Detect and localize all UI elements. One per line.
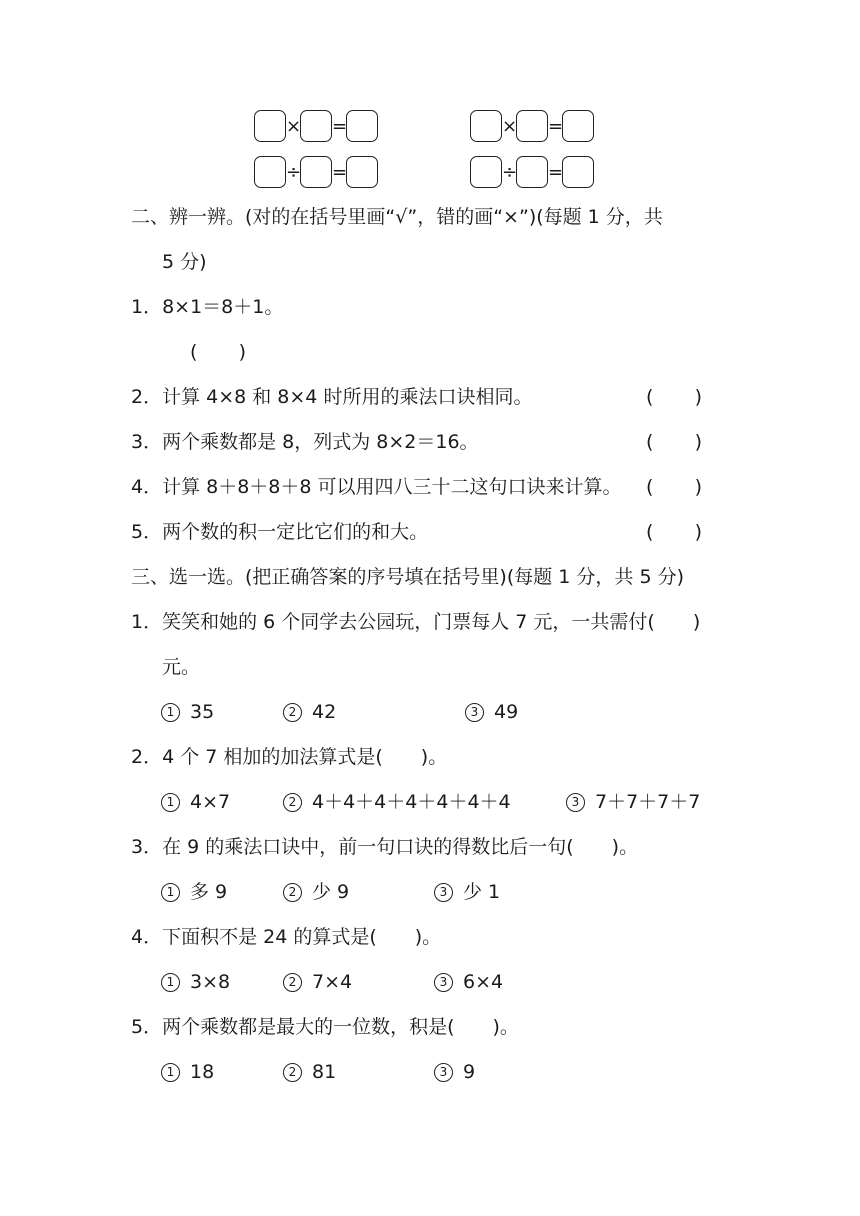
circled-number-3-icon: 3 xyxy=(566,793,585,812)
choice-question-5: 5．两个乘数都是最大的一位数，积是( )。 xyxy=(131,1016,519,1038)
option-1[interactable]: 1 35 xyxy=(161,703,214,722)
answer-box[interactable] xyxy=(516,110,548,142)
option-1[interactable]: 1 多 9 xyxy=(161,883,227,902)
section3-title: 三、选一选。(把正确答案的序号填在括号里)(每题 1 分，共 5 分) xyxy=(131,566,684,588)
option-1[interactable]: 1 3×8 xyxy=(161,973,230,992)
equation-row2-left xyxy=(254,154,378,190)
option-3[interactable]: 3 少 1 xyxy=(434,883,500,902)
circled-number-3-icon: 3 xyxy=(434,973,453,992)
option-2[interactable]: 2 42 xyxy=(283,703,336,722)
answer-parens[interactable]: ( ) xyxy=(646,386,702,408)
answer-box[interactable] xyxy=(300,156,332,188)
circled-number-2-icon: 2 xyxy=(283,1063,302,1082)
option-3[interactable]: 3 6×4 xyxy=(434,973,503,992)
times-sign: × xyxy=(502,115,518,137)
circled-number-2-icon: 2 xyxy=(283,793,302,812)
answer-parens[interactable]: ( ) xyxy=(190,341,246,363)
judge-item-3: 3．两个乘数都是 8，列式为 8×2＝16。 xyxy=(131,431,479,453)
circled-number-1-icon: 1 xyxy=(161,1063,180,1082)
section2-title: 二、辨一辨。(对的在括号里画“√”，错的画“×”)(每题 1 分，共 xyxy=(131,206,663,228)
circled-number-1-icon: 1 xyxy=(161,883,180,902)
answer-box[interactable] xyxy=(562,156,594,188)
answer-box[interactable] xyxy=(470,110,502,142)
equals-sign: = xyxy=(332,161,348,183)
circled-number-1-icon: 1 xyxy=(161,793,180,812)
equals-sign: = xyxy=(548,161,564,183)
circled-number-1-icon: 1 xyxy=(161,703,180,722)
answer-parens[interactable]: ( ) xyxy=(646,521,702,543)
answer-parens[interactable]: ( ) xyxy=(646,431,702,453)
circled-number-3-icon: 3 xyxy=(434,1063,453,1082)
answer-box[interactable] xyxy=(562,110,594,142)
judge-item-4: 4．计算 8＋8＋8＋8 可以用四八三十二这句口诀来计算。 xyxy=(131,476,622,498)
circled-number-3-icon: 3 xyxy=(465,703,484,722)
option-1[interactable]: 1 18 xyxy=(161,1063,214,1082)
option-2[interactable]: 2 81 xyxy=(283,1063,336,1082)
choice-question-1: 1．笑笑和她的 6 个同学去公园玩，门票每人 7 元，一共需付( ) xyxy=(131,611,701,633)
equation-row1-right xyxy=(470,108,594,144)
option-3[interactable]: 3 7＋7＋7＋7 xyxy=(566,793,700,812)
answer-box[interactable] xyxy=(346,156,378,188)
option-3[interactable]: 3 49 xyxy=(465,703,518,722)
judge-item-1: 1．8×1＝8＋1。 xyxy=(131,296,284,318)
answer-box[interactable] xyxy=(516,156,548,188)
option-2[interactable]: 2 少 9 xyxy=(283,883,349,902)
option-2[interactable]: 2 4＋4＋4＋4＋4＋4＋4 xyxy=(283,793,511,812)
circled-number-2-icon: 2 xyxy=(283,883,302,902)
choice-question-1-cont: 元。 xyxy=(162,656,201,678)
answer-box[interactable] xyxy=(346,110,378,142)
equals-sign: = xyxy=(332,115,348,137)
option-3[interactable]: 3 9 xyxy=(434,1063,475,1082)
option-1[interactable]: 1 4×7 xyxy=(161,793,230,812)
divide-sign: ÷ xyxy=(286,161,302,183)
answer-box[interactable] xyxy=(254,110,286,142)
section2-title-cont: 5 分) xyxy=(162,251,207,273)
answer-parens[interactable]: ( ) xyxy=(646,476,702,498)
choice-question-2: 2．4 个 7 相加的加法算式是( )。 xyxy=(131,746,448,768)
circled-number-2-icon: 2 xyxy=(283,973,302,992)
choice-question-3: 3．在 9 的乘法口诀中，前一句口诀的得数比后一句( )。 xyxy=(131,836,639,858)
judge-item-2: 2．计算 4×8 和 8×4 时所用的乘法口诀相同。 xyxy=(131,386,533,408)
answer-box[interactable] xyxy=(254,156,286,188)
circled-number-2-icon: 2 xyxy=(283,703,302,722)
judge-item-5: 5．两个数的积一定比它们的和大。 xyxy=(131,521,429,543)
answer-box[interactable] xyxy=(470,156,502,188)
answer-box[interactable] xyxy=(300,110,332,142)
circled-number-1-icon: 1 xyxy=(161,973,180,992)
times-sign: × xyxy=(286,115,302,137)
circled-number-3-icon: 3 xyxy=(434,883,453,902)
equals-sign: = xyxy=(548,115,564,137)
divide-sign: ÷ xyxy=(502,161,518,183)
equation-row2-right xyxy=(470,154,594,190)
choice-question-4: 4．下面积不是 24 的算式是( )。 xyxy=(131,926,442,948)
option-2[interactable]: 2 7×4 xyxy=(283,973,352,992)
equation-row1-left xyxy=(254,108,378,144)
